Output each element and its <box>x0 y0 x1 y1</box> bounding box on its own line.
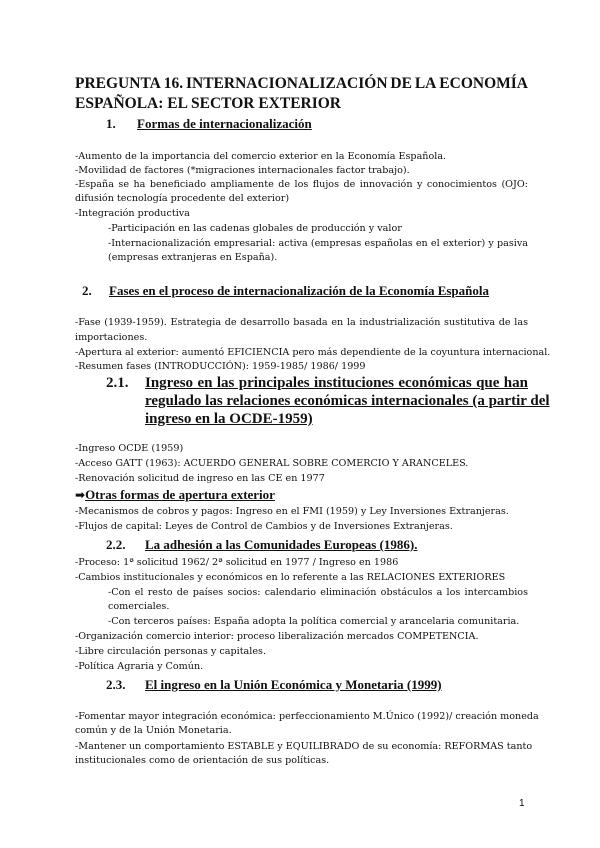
title-word: INTERNACIONALIZACIÓN <box>185 75 388 92</box>
s1-subitem-2: -Internacionalización empresarial: activa (empresas españolas en el exterior) y pasiva <box>108 238 528 249</box>
s1-subitem-2-cont: (empresas extranjeras en España). <box>108 252 278 263</box>
s23-item-1-cont: común y de la Unión Monetaria. <box>75 725 232 736</box>
s22-item-3: -Organización comercio interior: proceso liberalización mercados COMPETENCIA. <box>75 631 479 642</box>
s22-item-5: -Política Agraria y Común. <box>75 661 204 672</box>
section-2-heading <box>82 283 490 299</box>
s2-item-3: -Resumen fases (INTRODUCCIÓN): 1959-1985/ 1986/ 1999 <box>75 361 366 372</box>
s1-item-1: -Aumento de la importancia del comercio exterior en la Economía Española. <box>75 151 447 162</box>
s1-item-4: -Integración productiva <box>75 208 190 219</box>
s1-item-3-cont: difusión tecnología procedente del exterior) <box>75 193 290 204</box>
s2-item-1-cont: importaciones. <box>75 332 148 343</box>
title-word: 16. <box>163 75 184 92</box>
other-forms-heading <box>75 487 275 503</box>
other-item-1: -Mecanismos de cobros y pagos: Ingreso en el FMI (1959) y Ley Inversiones Extranjeras. <box>75 506 509 517</box>
s22-subitem-1: -Con el resto de países socios: calendario eliminación obstáculos a los intercambios <box>108 587 528 598</box>
section-title: La adhesión a las Comunidades Europeas (1986). <box>145 537 418 552</box>
section-2-1-heading <box>145 374 550 428</box>
s21-item-2: -Acceso GATT (1963): ACUERDO GENERAL SOBRE COMERCIO Y ARANCELES. <box>75 458 469 469</box>
section-2-2-heading <box>106 537 418 553</box>
s23-item-2: -Mantener un comportamiento ESTABLE y EQUILIBRADO de su economía: REFORMAS tanto <box>75 741 533 752</box>
section-2-3-heading <box>106 677 442 693</box>
s22-subitem-1-cont: comerciales. <box>108 601 170 612</box>
section-number: 1. <box>106 116 116 131</box>
subsection-title: Otras formas de apertura exterior <box>85 487 275 502</box>
section-title: Fases en el proceso de internacionalización de la Economía Española <box>109 283 490 298</box>
title-line-2: ESPAÑOLA: EL SECTOR EXTERIOR <box>75 95 342 112</box>
s2-item-1: -Fase (1939-1959). Estrategia de desarrollo basada en la industrialización sustitutiva de las <box>75 317 528 328</box>
s1-item-3: -España se ha beneficiado ampliamente de los flujos de innovación y conocimientos (OJO: <box>75 179 528 190</box>
other-item-2: -Flujos de capital: Leyes de Control de Cambios y de Inversiones Extranjeras. <box>75 521 453 532</box>
section-title: Formas de internacionalización <box>137 116 312 131</box>
heading-line: regulado las relaciones económicas internacionales (a partir del <box>145 393 550 409</box>
s23-item-1: -Fomentar mayor integración económica: perfeccionamiento M.Único (1992)/ creación moneda <box>75 711 539 722</box>
section-number: 2. <box>82 283 92 298</box>
section-2-1-number: 2.1. <box>106 375 129 391</box>
s1-item-2: -Movilidad de factores (*migraciones internacionales factor trabajo). <box>75 165 410 176</box>
heading-line: ingreso en la OCDE-1959) <box>145 411 313 427</box>
title-word: PREGUNTA <box>75 75 161 92</box>
section-title: El ingreso en la Unión Económica y Monetaria (1999) <box>145 677 442 692</box>
s22-subitem-2: -Con terceros países: España adopta la política comercial y arancelaria comunitaria. <box>108 616 520 627</box>
document-title <box>75 74 528 114</box>
heading-line: Ingreso en las principales instituciones económicas que han <box>145 375 528 391</box>
s22-item-4: -Libre circulación personas y capitales. <box>75 646 266 657</box>
page-number: 1 <box>519 798 525 809</box>
s1-subitem-1: -Participación en las cadenas globales de producción y valor <box>108 223 402 234</box>
title-word: DE <box>390 75 412 92</box>
s21-item-1: -Ingreso OCDE (1959) <box>75 443 184 454</box>
title-word: LA <box>414 75 437 92</box>
section-1-heading <box>106 116 312 132</box>
s2-item-2: -Apertura al exterior: aumentó EFICIENCIA pero más dependiente de la coyuntura internacional. <box>75 347 551 358</box>
s21-item-3: -Renovación solicitud de ingreso en las CE en 1977 <box>75 473 325 484</box>
s22-item-1: -Proceso: 1ª solicitud 1962/ 2ª solicitud en 1977 / Ingreso en 1986 <box>75 557 399 568</box>
section-number: 2.3. <box>106 677 126 692</box>
arrow-right-icon: ➡ <box>75 488 86 502</box>
title-word: ECONOMÍA <box>439 75 528 92</box>
section-number: 2.2. <box>106 537 126 552</box>
s22-item-2: -Cambios institucionales y económicos en lo referente a las RELACIONES EXTERIORES <box>75 572 506 583</box>
s23-item-2-cont: institucionales como de orientación de sus políticas. <box>75 755 330 766</box>
title-line-1 <box>75 74 528 94</box>
